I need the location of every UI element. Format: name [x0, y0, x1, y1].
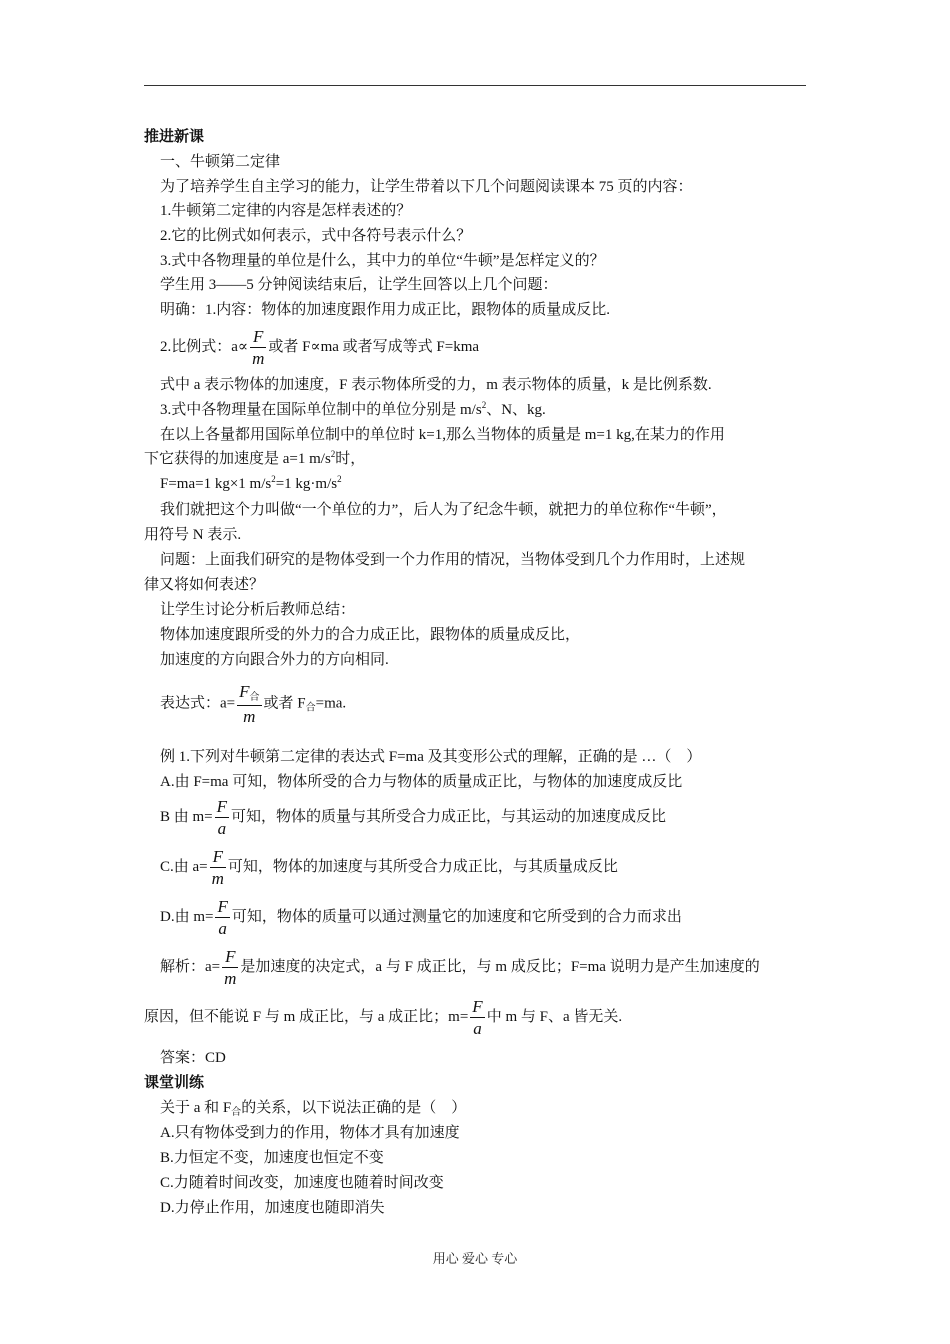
example-option-b: B 由 m= $\frac{F}{a}$ 可知，物体的质量与其所受合力成正比，与其运动的加速度成反比 [160, 797, 667, 838]
k-equals-1-line1: 在以上各量都用国际单位制中的单位时 k=1,那么当物体的质量是 m=1 kg,在某力的作用 [160, 427, 725, 443]
summary-line2: 加速度的方向跟合外力的方向相同. [160, 652, 389, 668]
k-equals-1-line2: 下它获得的加速度是 a=1 $m/s^2$时， [144, 449, 366, 467]
intro-paragraph: 为了培养学生自主学习的能力，让学生带着以下几个问题阅读课本 75 页的内容： [160, 179, 693, 195]
example-option-c: C.由 a= $\frac{F}{m}$ 可知，物体的加速度与其所受合力成正比，与其质量成反比 [160, 847, 618, 888]
heading-class-practice: 课堂训练 [144, 1075, 205, 1091]
proportion-suffix: 或者 F∝ma 或者写成等式 F=kma [268, 338, 480, 355]
practice-option-c: C.力随着时间改变，加速度也随着时间改变 [160, 1175, 444, 1191]
analysis-line1: 解析：a= $\frac{F}{m}$ 是加速度的决定式，a 与 F 成正比，与 m 成反比；F=ma 说明力是产生加速度的 [160, 947, 760, 988]
fraction-F-over-m: $\frac{F}{m}$ [211, 847, 224, 888]
heading-new-lesson: 推进新课 [144, 129, 205, 145]
units-line: 3.式中各物理量在国际单位制中的单位分别是 $m/s^2$、N、kg. [160, 400, 546, 418]
fraction-F-over-m: $\frac{F}{m}$ [224, 947, 237, 988]
practice-option-b: B.力恒定不变，加速度也恒定不变 [160, 1150, 384, 1166]
problem-line1: 问题：上面我们研究的是物体受到一个力作用的情况，当物体受到几个力作用时，上述规 [160, 552, 746, 568]
practice-option-d: D.力停止作用，加速度也随即消失 [160, 1200, 385, 1216]
answer-line: 答案：CD [160, 1050, 226, 1066]
question-2: 2.它的比例式如何表示，式中各符号表示什么？ [160, 228, 472, 244]
example-1-question: 例 1.下列对牛顿第二定律的表达式 F=ma 及其变形公式的理解，正确的是 …（ ） [160, 749, 702, 765]
summary-line1: 物体加速度跟所受的外力的合力成正比，跟物体的质量成反比， [160, 627, 581, 643]
fraction-F-over-m: $\frac{F}{m}$ [252, 327, 265, 368]
proportion-prefix: 2.比例式：a∝ [160, 338, 249, 355]
discussion-line: 让学生讨论分析后教师总结： [160, 602, 356, 618]
newton-definition-line2: 用符号 N 表示. [144, 527, 242, 543]
problem-line2: 律又将如何表述？ [144, 577, 265, 593]
header-rule [144, 85, 806, 86]
reading-instruction: 学生用 3——5 分钟阅读结束后，让学生回答以上几个问题： [160, 277, 558, 293]
fraction-F-over-a: $\frac{F}{a}$ [472, 997, 483, 1038]
symbol-meaning: 式中 a 表示物体的加速度，F 表示物体所受的力，m 表示物体的质量，k 是比例系数. [160, 377, 712, 393]
example-option-a: A.由 F=ma 可知，物体所受的合力与物体的质量成正比，与物体的加速度成反比 [160, 774, 683, 790]
question-3: 3.式中各物理量的单位是什么，其中力的单位“牛顿”是怎样定义的？ [160, 253, 605, 269]
fma-unit-line: F=ma=1 kg×1 $m/s^2=1$ $kg\cdot m/s^2$ [160, 474, 342, 492]
section-newton-second-law: 一、牛顿第二定律 [160, 154, 281, 170]
expression-line: 表达式：a= $\frac{F_合}{m}$ 或者 $F_合=ma$. [160, 682, 347, 726]
fraction-F-over-a: $\frac{F}{a}$ [217, 897, 228, 938]
practice-option-a: A.只有物体受到力的作用，物体才具有加速度 [160, 1125, 460, 1141]
proportion-formula-line [160, 328, 479, 367]
page-footer: 用心 爱心 专心 [432, 1251, 518, 1266]
fraction-F-over-a: $\frac{F}{a}$ [216, 797, 228, 838]
clarify-content: 明确：1.内容：物体的加速度跟作用力成正比，跟物体的质量成反比. [160, 302, 611, 318]
question-1: 1.牛顿第二定律的内容是怎样表述的？ [160, 203, 412, 219]
practice-question: 关于 a 和 $F_合$的关系，以下说法正确的是（ ） [160, 1100, 467, 1118]
analysis-line2: 原因，但不能说 F 与 m 成正比，与 a 成正比；m= $\frac{F}{a}$ 中 m 与 F、a 皆无关. [144, 997, 623, 1038]
example-option-d: D.由 m= $\frac{F}{a}$ 可知，物体的质量可以通过测量它的加速度和它所受到的合力而求出 [160, 897, 682, 938]
fraction-Fhe-over-m: $\frac{F_合}{m}$ [239, 682, 260, 726]
newton-definition-line1: 我们就把这个力叫做“一个单位的力”，后人为了纪念牛顿，就把力的单位称作“牛顿”， [160, 502, 727, 518]
